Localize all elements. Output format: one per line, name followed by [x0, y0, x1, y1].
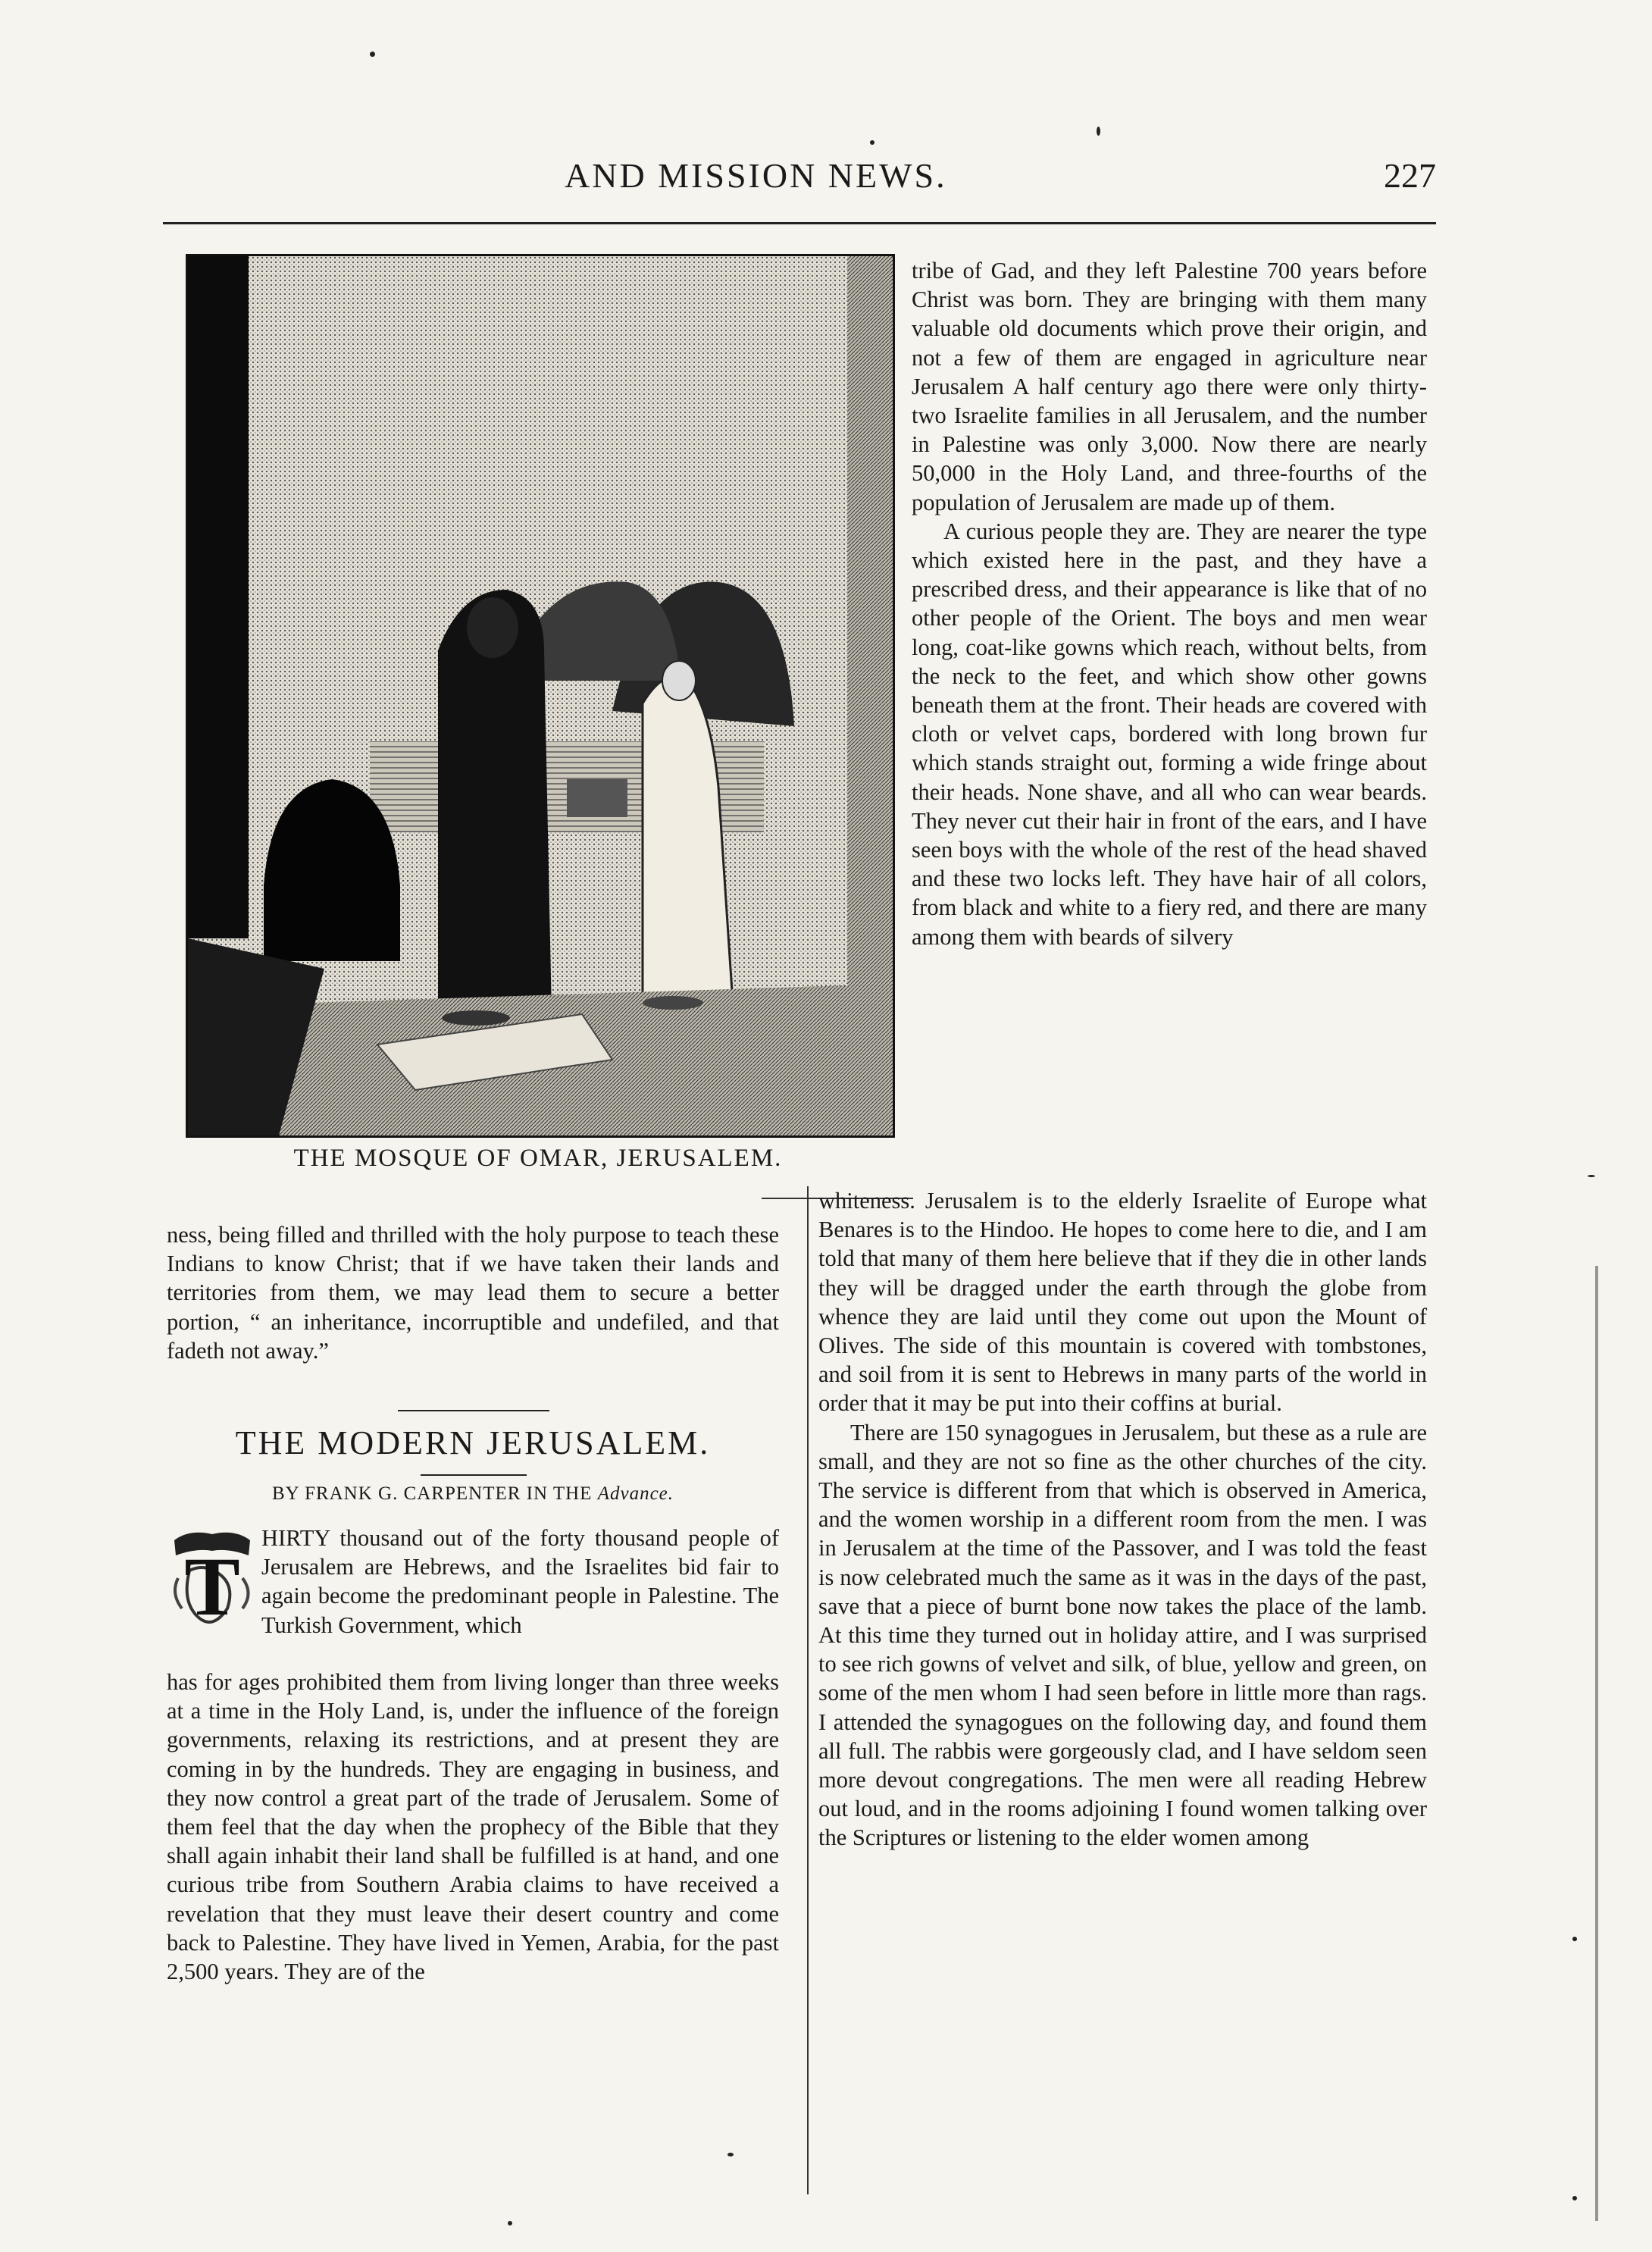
- page-edge-shadow: [1595, 1266, 1598, 2221]
- article-body: [167, 1668, 779, 1986]
- right-column-bottom: [818, 1186, 1427, 1853]
- right-column-top: [912, 256, 1427, 951]
- page-number: 227: [1384, 156, 1436, 195]
- page-header: [163, 155, 1436, 208]
- paragraph: HIRTY thousand out of the forty thousand people of Jerusalem are Hebrews, and the Israelites bid fair to again become the predominant people in Palestine. The Turkish Government, which: [261, 1525, 779, 1638]
- paragraph: tribe of Gad, and they left Palestine 700 years before Christ was born. They are bringing with them many valuable old documents which prove their origin, and not a few of them are engaged in agriculture near Jerusalem A half century ago there were only thirty-two Israelite families in all Jerusalem, and the number in Palestine was only 3,000. Now there are nearly 50,000 in the Holy Land, and three-fourths of the population of Jerusalem are made up of them.: [912, 258, 1427, 515]
- print-speck: [870, 140, 874, 145]
- print-speck: [1588, 1175, 1595, 1177]
- mosque-engraving-image: [188, 256, 893, 1135]
- print-speck: [1097, 127, 1100, 136]
- paragraph: A curious people they are. They are nearer the type which existed here in the past, and they have a prescribed dress, and their appearance is like that of no other people of the Orient. The boys and men wear long, coat-like gowns which reach, without belts, from the neck to the feet, and which show other gowns beneath them at the front. Their heads are covered with cloth or velvet caps, bordered with long brown fur which stands straight out, forming a wide fringe about their heads. None shave, and all who can wear beards. They never cut their hair in front of the ears, and I have seen boys with the whole of the rest of the head shaved and these two locks left. They have hair of all colors, from black and white to a fiery red, and there are many among them with beards of silvery: [912, 518, 1427, 950]
- column-divider: [807, 1186, 809, 2194]
- title-rule-bottom: [421, 1474, 527, 1476]
- article-title: THE MODERN JERUSALEM.: [235, 1424, 711, 1461]
- paragraph: has for ages prohibited them from living longer than three weeks at a time in the Holy Land, is, under the influence of the foreign governments, relaxing its restrictions, and at present they are coming in by the hundreds. They are engaging in business, and they now control a great part of the trade of Jerusalem. Some of them feel that the day when the prophecy of the Bible that they shall again inhabit their land shall be fulfilled is at hand, and one curious tribe from Southern Arabia claims to have received a revelation that they must leave their desert country and come back to Palestine. They have lived in Yemen, Arabia, for the past 2,500 years. They are of the: [167, 1669, 779, 1985]
- header-rule: [163, 222, 1436, 224]
- drop-cap-ornament: [167, 1525, 258, 1635]
- print-speck: [370, 52, 375, 57]
- mosque-illustration: [186, 254, 895, 1138]
- title-rule-top: [398, 1410, 549, 1411]
- previous-article-ending: [167, 1220, 779, 1365]
- byline-author: BY FRANK G. CARPENTER IN THE: [271, 1483, 593, 1504]
- print-speck: [1572, 2196, 1577, 2200]
- drop-cap: [167, 1525, 258, 1635]
- byline-publication: Advance.: [597, 1483, 674, 1504]
- print-speck: [508, 2221, 512, 2225]
- paragraph: There are 150 synagogues in Jerusalem, but these as a rule are small, and they are not so fine as the other churches of the city. The service is different from that which is observed in America, and the women worship in a different room from the men. I was in Jerusalem at the time of the Passover, and I was told the feast is now celebrated much the same as it was in the days of the past, save that a piece of burnt bone now takes the place of the lamb. At this time they turned out in holiday attire, and I was surprised to see rich gowns of velvet and silk, of blue, yellow and green, on some of the men whom I had seen before in little more than rags. I attended the synagogues on the following day, and found them all full. The rabbis were gorgeously clad, and I have seldom seen more devout congregations. The men were all reading Hebrew out loud, and in the rooms adjoining I found women talking over the Scriptures or listening to the elder women among: [818, 1419, 1427, 1851]
- paragraph: ness, being filled and thrilled with the holy purpose to teach these Indians to know Christ; that if we have taken their lands and territories from them, we may lead them to secure a better portion, “ an inheritance, incorruptible and undefiled, and that fadeth not away.”: [167, 1222, 779, 1364]
- print-speck: [727, 2153, 734, 2156]
- article-byline: [167, 1483, 779, 1505]
- print-speck: [1572, 1937, 1577, 1941]
- running-head: AND MISSION NEWS.: [565, 156, 947, 195]
- article-lead: [261, 1524, 779, 1640]
- illustration-caption: THE MOSQUE OF OMAR, JERUSALEM.: [293, 1145, 783, 1172]
- drop-cap-letter: T: [184, 1540, 240, 1633]
- paragraph: whiteness. Jerusalem is to the elderly Israelite of Europe what Benares is to the Hindoo. He hopes to come here to die, and I am told that many of them here believe that if they die in other lands they will be dragged under the earth through the globe from whence they are laid until they come out upon the Mount of Olives. The side of this mountain is covered with tombstones, and soil from it is sent to Hebrews in many parts of the world in order that it may be put into their coffins at burial.: [818, 1188, 1427, 1417]
